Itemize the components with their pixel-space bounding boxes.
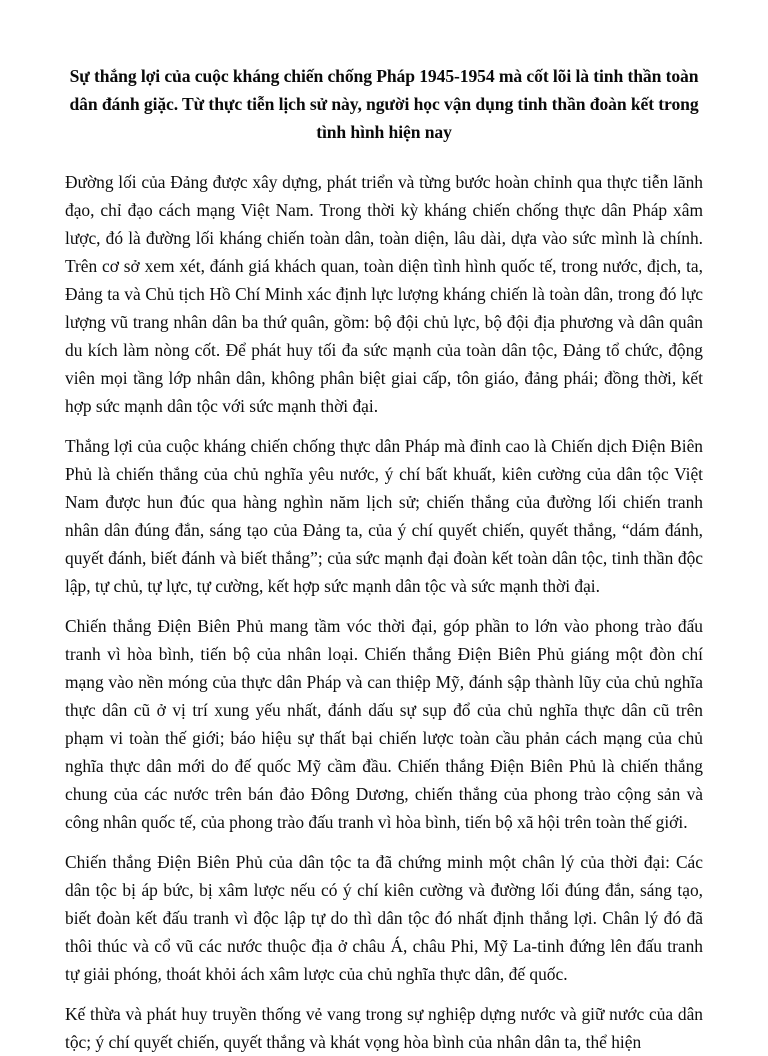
paragraph-2: Thắng lợi của cuộc kháng chiến chống thực dân Pháp mà đỉnh cao là Chiến dịch Điện Biên Phủ là chiến thắng của chủ nghĩa yêu nước, ý chí bất khuất, kiên cường của dân tộc Việt Nam được hun đúc qua hàng nghìn năm lịch sử; chiến thắng của đường lối chiến tranh nhân dân đúng đắn, sáng tạo của Đảng ta, của ý chí quyết chiến, quyết thắng, “dám đánh, quyết đánh, biết đánh và biết thắng”; của sức mạnh đại đoàn kết toàn dân tộc, tinh thần độc lập, tự chủ, tự lực, tự cường, kết hợp sức mạnh dân tộc và sức mạnh thời đại. — [65, 436, 703, 596]
document-body — [65, 168, 703, 1056]
paragraph-4: Chiến thắng Điện Biên Phủ của dân tộc ta đã chứng minh một chân lý của thời đại: Các dân tộc bị áp bức, bị xâm lược nếu có ý chí kiên cường và đường lối đúng đắn, sáng tạo, biết đoàn kết đấu tranh vì độc lập tự do thì dân tộc đó nhất định thắng lợi. Chân lý đó đã thôi thúc và cổ vũ các nước thuộc địa ở châu Á, châu Phi, Mỹ La-tinh đứng lên đấu tranh tự giải phóng, thoát khỏi ách xâm lược của chủ nghĩa thực dân, đế quốc. — [65, 852, 703, 984]
paragraph-1: Đường lối của Đảng được xây dựng, phát triển và từng bước hoàn chỉnh qua thực tiễn lãnh đạo, chỉ đạo cách mạng Việt Nam. Trong thời kỳ kháng chiến chống thực dân Pháp xâm lược, đó là đường lối kháng chiến toàn dân, toàn diện, lâu dài, dựa vào sức mình là chính. Trên cơ sở xem xét, đánh giá khách quan, toàn diện tình hình quốc tế, trong nước, địch, ta, Đảng ta và Chủ tịch Hồ Chí Minh xác định lực lượng kháng chiến là toàn dân, trong đó lực lượng vũ trang nhân dân ba thứ quân, gồm: bộ đội chủ lực, bộ đội địa phương và dân quân du kích làm nòng cốt. Để phát huy tối đa sức mạnh của toàn dân tộc, Đảng tổ chức, động viên mọi tầng lớp nhân dân, không phân biệt giai cấp, tôn giáo, đảng phái; đồng thời, kết hợp sức mạnh dân tộc với sức mạnh thời đại. — [65, 172, 703, 416]
paragraph-5: Kế thừa và phát huy truyền thống vẻ vang trong sự nghiệp dựng nước và giữ nước của dân tộc; ý chí quyết chiến, quyết thắng và khát vọng hòa bình của nhân dân ta, thể hiện — [65, 1004, 703, 1052]
page-title: Sự thắng lợi của cuộc kháng chiến chống Pháp 1945-1954 mà cốt lõi là tinh thần toàn dân đánh giặc. Từ thực tiễn lịch sử này, người học vận dụng tinh thần đoàn kết trong tình hình hiện nay — [69, 66, 699, 142]
paragraph-3: Chiến thắng Điện Biên Phủ mang tầm vóc thời đại, góp phần to lớn vào phong trào đấu tranh vì hòa bình, tiến bộ của nhân loại. Chiến thắng Điện Biên Phủ giáng một đòn chí mạng vào nền móng của thực dân Pháp và can thiệp Mỹ, đánh sập thành lũy của chủ nghĩa thực dân cũ ở vị trí xung yếu nhất, đánh dấu sự sụp đổ của chủ nghĩa thực dân cũ trên phạm vi toàn thế giới; báo hiệu sự thất bại chiến lược toàn cầu phản cách mạng của chủ nghĩa thực dân mới do đế quốc Mỹ cầm đầu. Chiến thắng Điện Biên Phủ là chiến thắng chung của các nước trên bán đảo Đông Dương, chiến thắng của phong trào cộng sản và công nhân quốc tế, của phong trào đấu tranh vì hòa bình, tiến bộ xã hội trên toàn thế giới. — [65, 616, 703, 832]
